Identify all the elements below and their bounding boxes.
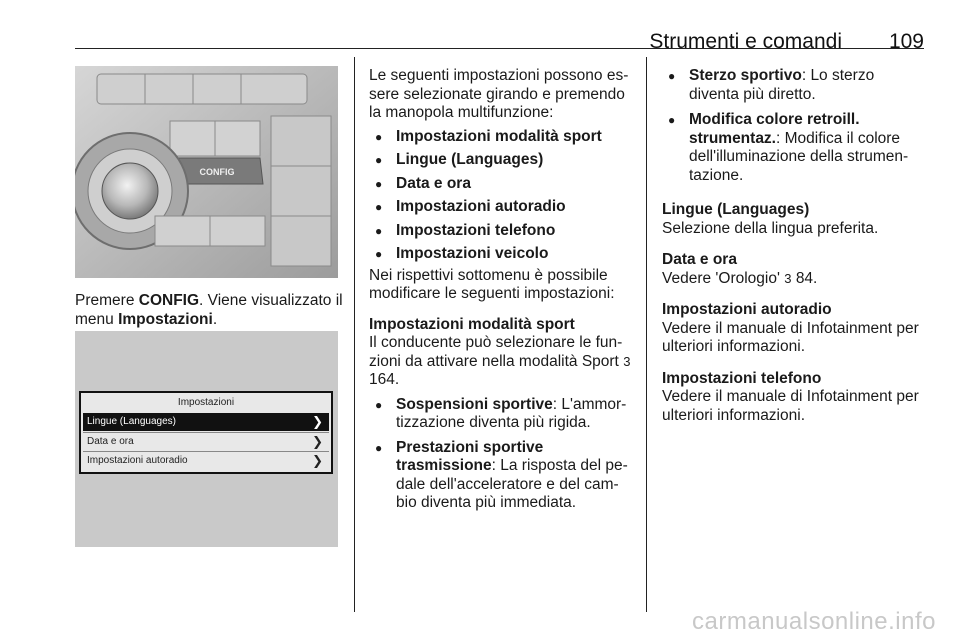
list-item-label: Impostazioni telefono (396, 221, 556, 239)
menu-item-label: Impostazioni autoradio (87, 455, 188, 466)
menu-item-label: Lingue (Languages) (87, 416, 176, 427)
sport-options-list (369, 396, 635, 513)
menu-item-date-time (83, 432, 329, 450)
option-name: Modifica colore retroill. strumentaz. (689, 111, 860, 147)
running-header-title: Strumenti e comandi (649, 30, 842, 53)
para-text: . (212, 310, 218, 328)
list-item (369, 175, 635, 194)
para-text: . Viene visualizzato il menu (75, 292, 343, 328)
list-item-label: Impostazioni modalità sport (396, 127, 602, 145)
option-name: Prestazioni sportive trasmissione (396, 438, 544, 474)
page-reference: 84. (795, 269, 818, 287)
section-text (662, 270, 928, 289)
list-item (369, 198, 635, 217)
config-button-label: CONFIG (199, 167, 235, 177)
option-description: : L'ammor-tizzazione diventa più rigida. (396, 395, 627, 431)
option-name: Sospensioni sportive (396, 395, 553, 413)
column-3-text (662, 67, 928, 425)
list-item-label: Data e ora (396, 174, 471, 192)
section-heading: Impostazioni modalità sport (369, 315, 575, 333)
list-item (662, 111, 928, 185)
list-item (662, 67, 928, 104)
column-1-text (75, 292, 345, 329)
list-item-label: Impostazioni veicolo (396, 245, 549, 262)
option-description: : La risposta del pe-dale dell'acceleratore e del cam-bio diventa più immediata. (396, 457, 628, 511)
page-reference-arrow-icon: 3 (784, 270, 792, 286)
page-reference-arrow-icon: 3 (623, 353, 631, 369)
page-reference: 164. (369, 371, 400, 388)
section-text: Selezione della lingua preferita. (662, 219, 879, 237)
watermark: carmanualsonline.info (692, 608, 936, 635)
section-heading: Impostazioni autoradio (662, 301, 832, 318)
chevron-right-icon: ❯ (312, 453, 323, 468)
section-heading: Lingue (Languages) (662, 201, 810, 218)
menu-item-label: Data e ora (87, 436, 134, 447)
section-heading: Impostazioni telefono (662, 369, 822, 387)
column-2-text (369, 67, 635, 513)
list-item (369, 128, 635, 147)
chevron-right-icon: ❯ (312, 434, 323, 449)
menu-item-languages (83, 413, 329, 431)
header-rule (75, 48, 924, 49)
menu-title: Impostazioni (177, 397, 235, 408)
list-item (369, 396, 635, 433)
list-item-label: Impostazioni autoradio (396, 198, 566, 215)
settings-menu-panel (79, 391, 333, 474)
config-keyword: CONFIG (138, 292, 200, 309)
para-text: Premere (75, 292, 139, 309)
console-photo (75, 66, 338, 278)
menu-item-radio-settings (83, 451, 329, 469)
settings-keyword: Impostazioni (118, 310, 213, 328)
intro-paragraph: Le seguenti impostazioni possono es-sere selezionate girando e premendo la manopola multifunzione: (369, 67, 629, 121)
list-item (369, 222, 635, 241)
console-illustration (75, 66, 338, 278)
list-item (369, 439, 635, 513)
column-divider-2 (646, 57, 647, 612)
option-description: : Modifica il colore dell'illuminazione della strumen-tazione. (689, 129, 909, 184)
section-body: Vedere 'Orologio' (662, 269, 780, 287)
option-name: Sterzo sportivo (689, 67, 802, 84)
page-number: 109 (888, 30, 924, 53)
section-text: Vedere il manuale di Infotainment per ulteriori informazioni. (662, 388, 919, 424)
sport-options-list-continued (662, 67, 928, 185)
list-item (369, 245, 635, 264)
chevron-right-icon: ❯ (312, 414, 323, 429)
submenu-paragraph: Nei rispettivi sottomenu è possibile modificare le seguenti impostazioni: (369, 266, 615, 302)
section-heading: Data e ora (662, 251, 737, 268)
column-divider-1 (354, 57, 355, 612)
section-text: Vedere il manuale di Infotainment per ulteriori informazioni. (662, 319, 919, 355)
list-item (369, 151, 635, 170)
section-text (369, 334, 635, 390)
section-body: Il conducente può selezionare le fun-zioni da attivare nella modalità Sport (369, 334, 623, 370)
option-description: : Lo sterzo diventa più diretto. (689, 67, 875, 103)
intro-paragraph (75, 292, 345, 329)
list-item-label: Lingue (Languages) (396, 151, 544, 168)
settings-list (369, 128, 635, 264)
display-screenshot (75, 331, 338, 547)
